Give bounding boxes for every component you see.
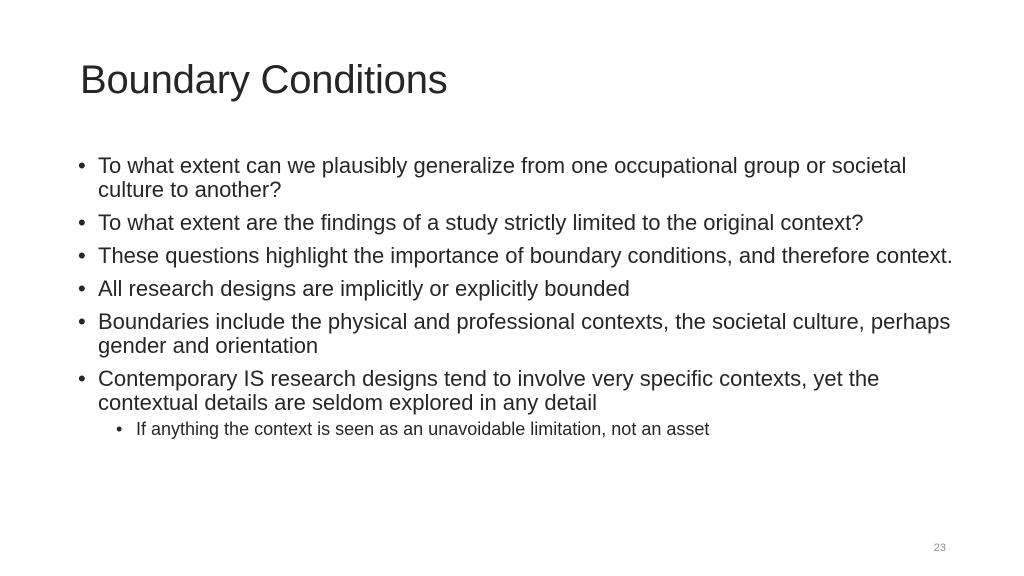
bullet-item xyxy=(78,244,978,268)
bullet-item xyxy=(78,310,978,358)
bullet-item xyxy=(78,277,978,301)
bullet-marker: • xyxy=(78,210,86,235)
bullet-item xyxy=(78,154,978,202)
bullet-marker: • xyxy=(78,366,86,391)
bullet-text: Contemporary IS research designs tend to involve very specific contexts, yet the contextual details are seldom explored in any detail xyxy=(98,366,880,415)
bullet-text: Boundaries include the physical and professional contexts, the societal culture, perhaps gender and orientation xyxy=(98,309,951,358)
bullet-item xyxy=(78,367,978,415)
slide-title: Boundary Conditions xyxy=(80,58,448,102)
bullet-text: To what extent are the findings of a study strictly limited to the original context? xyxy=(98,210,864,235)
bullet-marker: • xyxy=(78,309,86,334)
bullet-text: All research designs are implicitly or explicitly bounded xyxy=(98,276,630,301)
bullet-list xyxy=(78,154,978,440)
bullet-text: These questions highlight the importance of boundary conditions, and therefore context. xyxy=(98,243,953,268)
sub-bullet-marker: • xyxy=(116,419,123,439)
sub-bullet-text: If anything the context is seen as an unavoidable limitation, not an asset xyxy=(136,419,710,439)
page-number: 23 xyxy=(933,542,946,554)
sub-bullet-item xyxy=(116,418,978,440)
bullet-marker: • xyxy=(78,153,86,178)
bullet-marker: • xyxy=(78,276,86,301)
bullet-marker: • xyxy=(78,243,86,268)
bullet-text: To what extent can we plausibly generalize from one occupational group or societal culture to another? xyxy=(98,153,907,202)
bullet-item xyxy=(78,211,978,235)
